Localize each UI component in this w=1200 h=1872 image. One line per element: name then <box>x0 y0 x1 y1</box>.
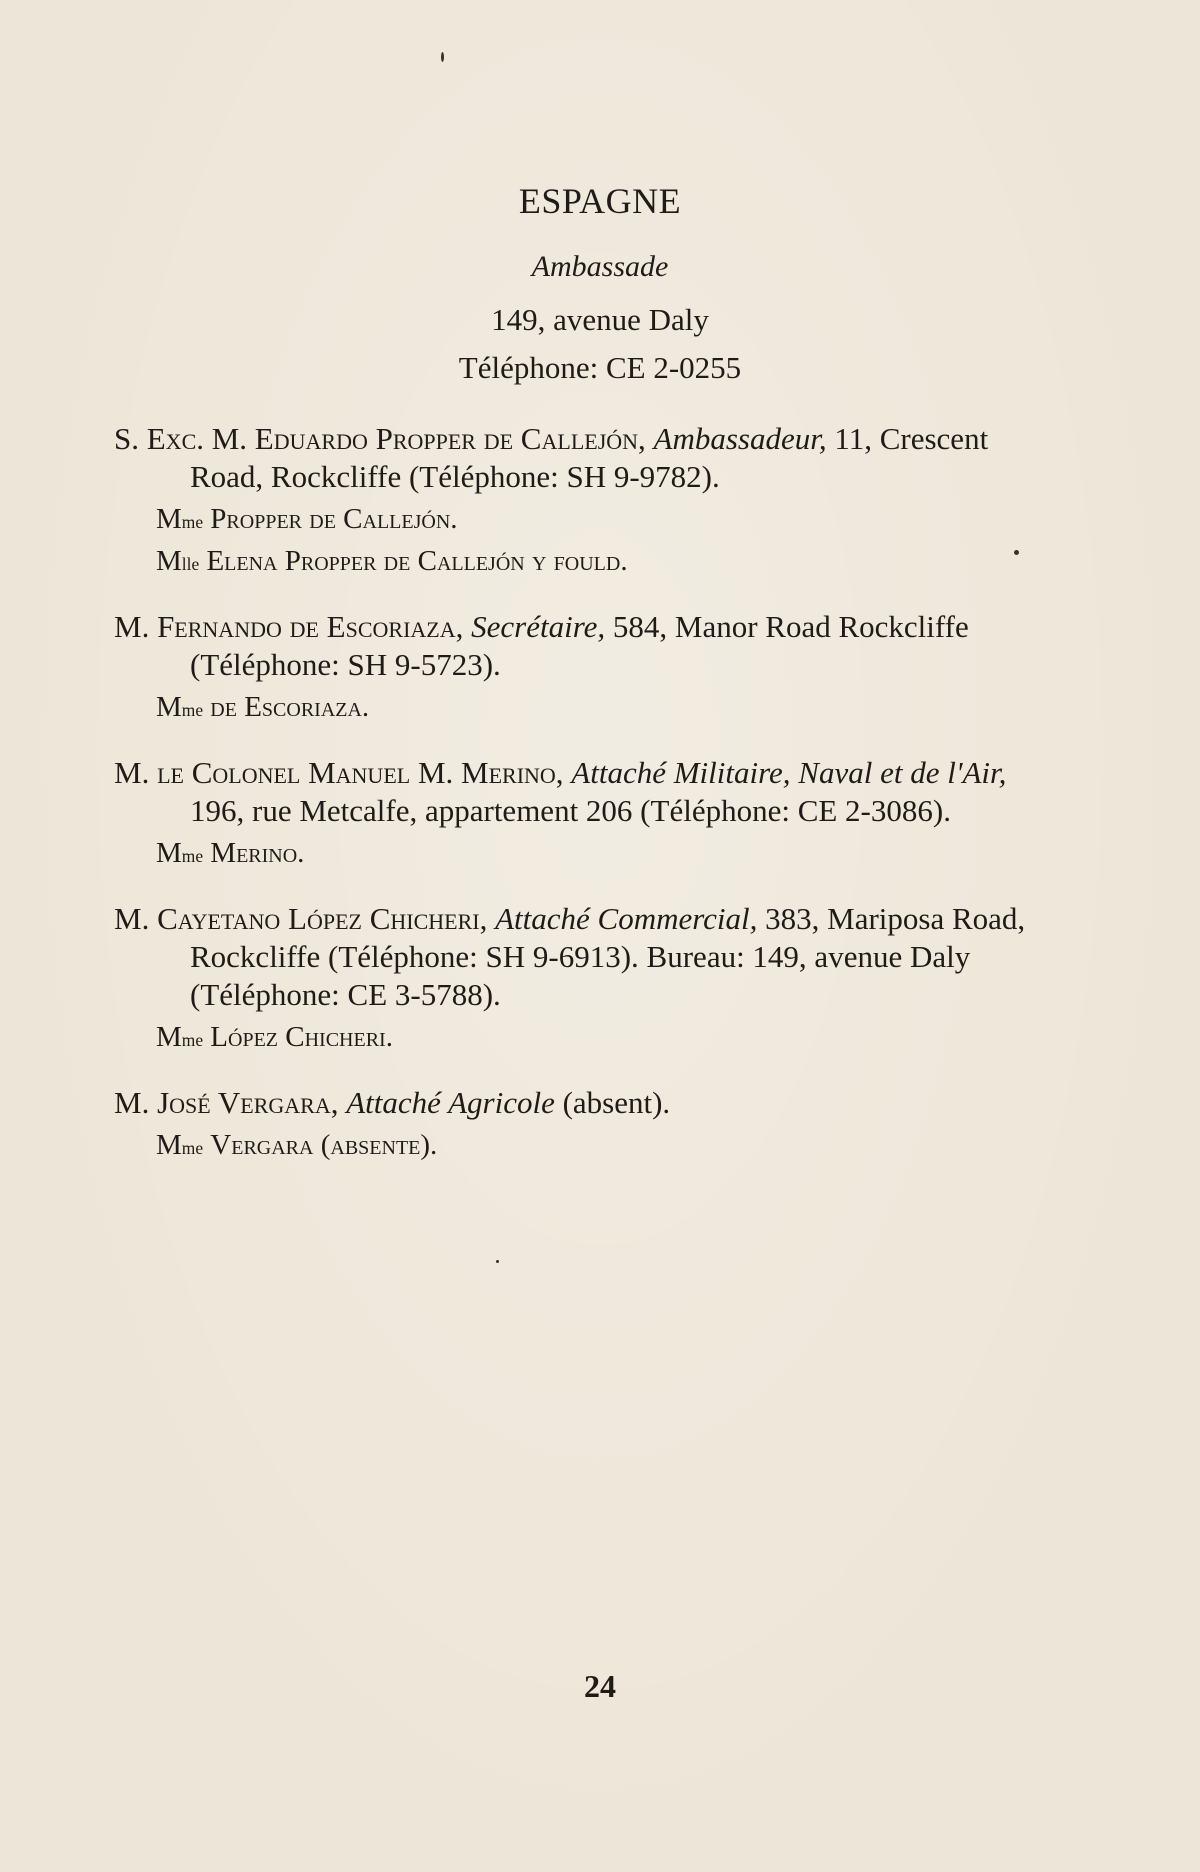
staff-entry <box>114 754 1034 872</box>
spouse-line <box>114 688 1034 726</box>
family-member-name: Elena Propper de Callejón y fould. <box>206 545 628 577</box>
honorific: M <box>156 545 182 577</box>
staff-details: (absent). <box>562 1085 671 1120</box>
staff-details: 383, Mariposa Road, Rockcliffe (Téléphone: SH 9-6913). Bureau: 149, avenue Daly (Téléphone: CE 3-5788). <box>190 901 1026 1012</box>
spouse-line <box>114 1126 1034 1164</box>
ink-speck <box>441 52 444 62</box>
honorific: M <box>156 837 182 869</box>
staff-name: M. José Vergara, <box>114 1085 339 1120</box>
ink-speck <box>1014 550 1019 555</box>
staff-name: S. Exc. M. Eduardo Propper de Callejón, <box>114 421 646 456</box>
staff-title: Attaché Agricole <box>346 1085 555 1120</box>
page-number: 24 <box>584 1668 616 1704</box>
section-subheading: Ambassade <box>531 250 669 283</box>
honorific-superscript: me <box>181 1030 204 1050</box>
staff-entry <box>114 608 1034 726</box>
embassy-phone: Téléphone: CE 2-0255 <box>458 350 742 385</box>
staff-entry <box>114 420 1034 580</box>
honorific: M <box>156 503 182 535</box>
country-heading: ESPAGNE <box>518 181 682 221</box>
honorific: M <box>156 691 182 723</box>
staff-title: Ambassadeur, <box>653 421 827 456</box>
staff-details: 584, Manor Road Rockcliffe (Téléphone: SH 9-5723). <box>190 609 969 682</box>
honorific: M <box>156 1129 182 1161</box>
spouse-line <box>114 1018 1034 1056</box>
ink-speck <box>496 1260 499 1263</box>
staff-main-line <box>114 608 1034 684</box>
staff-details: 11, Crescent Road, Rockcliffe (Téléphone: SH 9-9782). <box>190 421 989 494</box>
staff-title: Attaché Commercial, <box>495 901 758 936</box>
honorific-superscript: me <box>181 700 204 720</box>
honorific-superscript: me <box>181 846 204 866</box>
spouse-line <box>114 834 1034 872</box>
family-member-name: de Escoriaza. <box>210 691 370 723</box>
honorific-superscript: me <box>181 1138 204 1158</box>
family-member-name: Propper de Callejón. <box>210 503 458 535</box>
staff-title: Attaché Militaire, Naval et de l'Air, <box>571 755 1007 790</box>
family-member-name: Vergara (absente). <box>210 1129 438 1161</box>
honorific-superscript: me <box>181 512 204 532</box>
staff-main-line <box>114 900 1034 1014</box>
staff-title: Secrétaire, <box>471 609 606 644</box>
staff-name: M. le Colonel Manuel M. Merino, <box>114 755 564 790</box>
staff-main-line <box>114 1084 1034 1122</box>
staff-name: M. Cayetano López Chicheri, <box>114 901 488 936</box>
staff-entry <box>114 1084 1034 1164</box>
embassy-address: 149, avenue Daly <box>491 302 709 337</box>
spouse-line <box>114 500 1034 538</box>
spouse-line <box>114 542 1034 580</box>
honorific-superscript: lle <box>181 554 200 574</box>
family-member-name: López Chicheri. <box>210 1021 393 1053</box>
staff-list <box>114 420 1034 1192</box>
honorific: M <box>156 1021 182 1053</box>
staff-main-line <box>114 420 1034 496</box>
staff-details: 196, rue Metcalfe, appartement 206 (Téléphone: CE 2-3086). <box>190 793 951 828</box>
staff-entry <box>114 900 1034 1056</box>
staff-main-line <box>114 754 1034 830</box>
staff-name: M. Fernando de Escoriaza, <box>114 609 464 644</box>
family-member-name: Merino. <box>210 837 305 869</box>
